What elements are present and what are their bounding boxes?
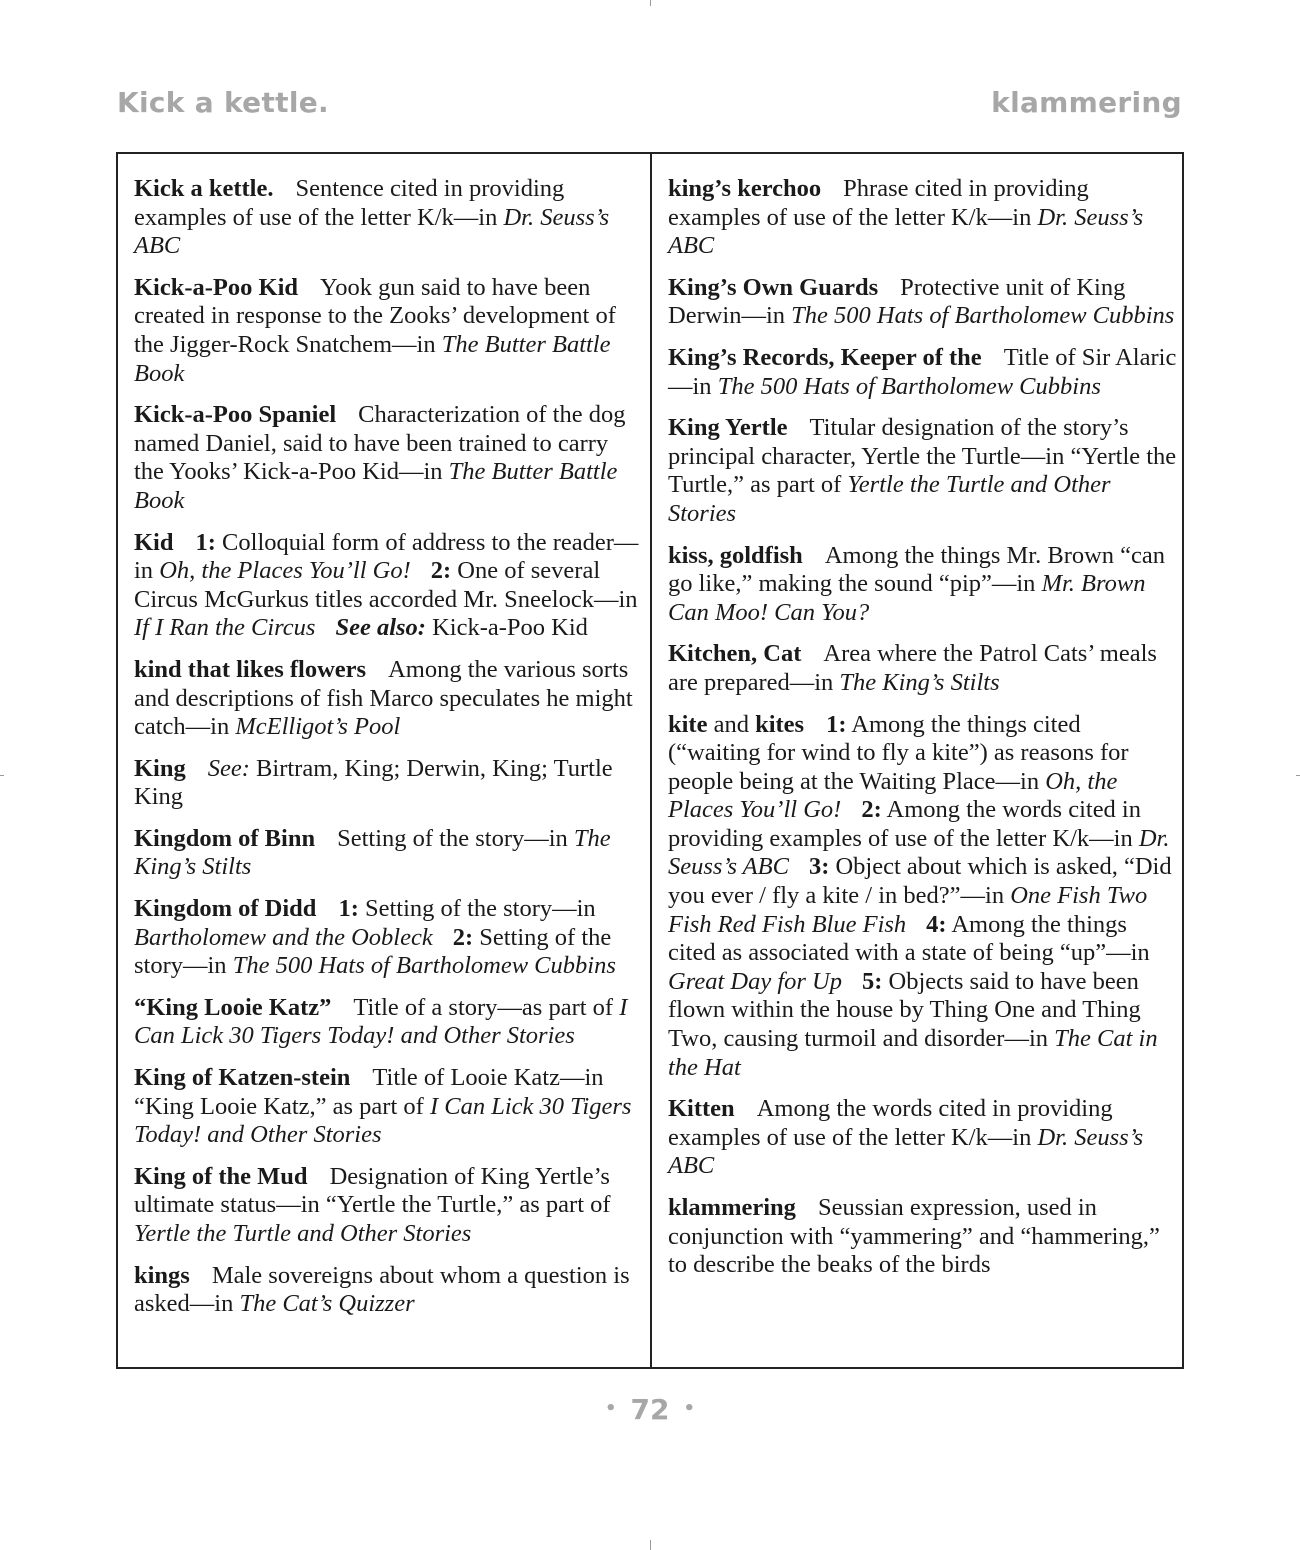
definition-text: Among the words cited in providing examples of use of the letter K/k—in <box>668 796 1141 852</box>
crop-mark-top <box>650 0 651 6</box>
work-title: Dr. Seuss’s ABC <box>668 1123 1144 1180</box>
crop-mark-bottom <box>650 1540 651 1550</box>
dictionary-entry <box>668 175 1178 261</box>
work-title: The King’s Stilts <box>134 824 611 881</box>
work-title: Yertle the Turtle and Other Stories <box>668 471 1111 527</box>
definition-text: Birtram, King; Derwin, King; Turtle King <box>134 754 613 811</box>
definition-text: Designation of King Yertle’s ultimate status—in “Yertle the Turtle,” as part of <box>134 1162 611 1219</box>
running-head-left: Kick a kettle. <box>117 86 329 119</box>
definition-text: Area where the Patrol Cats’ meals are prepared—in <box>668 640 1157 696</box>
work-title: The King’s Stilts <box>839 668 1000 696</box>
definition-text: Seussian expression, used in conjunction with “yammering” and “hammering,” to describe the beaks of the birds <box>668 1194 1160 1279</box>
running-head-right: klammering <box>991 86 1182 119</box>
entry-headword: kiss, goldfish <box>668 541 803 569</box>
work-title: If I Ran the Circus <box>134 614 316 642</box>
dictionary-entry <box>134 755 644 812</box>
work-title: Dr. Seuss’s ABC <box>668 203 1144 260</box>
work-title: Bartholomew and the Oobleck <box>134 923 433 951</box>
entry-headword: Kick-a-Poo Spaniel <box>134 401 337 429</box>
left-column <box>118 154 652 1367</box>
work-title: Yertle the Turtle and Other Stories <box>134 1220 472 1247</box>
entry-headword: kings <box>134 1261 190 1289</box>
work-title: The Cat in the Hat <box>668 1025 1158 1081</box>
work-title: I Can Lick 30 Tigers Today! and Other Stories <box>134 1092 632 1149</box>
definition-text: Titular designation of the story’s principal character, Yertle the Turtle—in “Yertle the Turtle,” as part of <box>668 414 1177 499</box>
dictionary-entry <box>668 640 1178 697</box>
entries-frame <box>116 152 1184 1369</box>
definition-text: Phrase cited in providing examples of use of the letter K/k—in <box>668 175 1089 231</box>
see-also-label: See also: <box>335 614 426 642</box>
work-title: Oh, the Places You’ll Go! <box>668 767 1118 824</box>
definition-text: Male sovereigns about whom a question is asked—in <box>134 1261 630 1318</box>
work-title: McElligot’s Pool <box>235 713 401 741</box>
folio-dot-right: • <box>683 1397 695 1419</box>
definition-text: Yook gun said to have been created in response to the Zooks’ development of the Jigger-Rock Snatchem—in <box>134 273 616 358</box>
entry-headword-secondary: kites <box>755 710 805 738</box>
dictionary-entry <box>134 274 644 388</box>
dictionary-entry <box>134 1163 644 1249</box>
sense-number: 1: <box>195 528 216 556</box>
entry-headword: Kitchen, Cat <box>668 640 802 668</box>
work-title: Dr. Seuss’s ABC <box>134 203 610 260</box>
sense-number: 3: <box>808 853 830 881</box>
definition-text: Protective unit of King Derwin—in <box>668 273 1126 330</box>
sense-number: 2: <box>861 796 882 824</box>
dictionary-entry <box>134 825 644 882</box>
work-title: Oh, the Places You’ll Go! <box>159 557 411 585</box>
definition-text: Among the things cited (“waiting for wind to fly a kite”) as reasons for people being at the Waiting Place—in <box>668 710 1129 795</box>
sense-number: 5: <box>861 967 883 995</box>
definition-text: Among the words cited in providing examples of use of the letter K/k—in <box>668 1095 1113 1151</box>
right-column <box>652 154 1182 1367</box>
dictionary-entry <box>668 1095 1178 1181</box>
dictionary-entry <box>134 1064 644 1150</box>
entry-headword: klammering <box>668 1194 796 1221</box>
entry-headword: Kitten <box>668 1095 735 1123</box>
work-title: The Cat’s Quizzer <box>239 1290 415 1318</box>
dictionary-entry <box>668 1194 1178 1280</box>
definition-text: Setting of the story—in <box>337 824 574 852</box>
definition-text: Title of Sir Alaric—in <box>668 343 1177 400</box>
headword-joiner: and <box>707 710 756 738</box>
dictionary-entry <box>134 994 644 1051</box>
sense-number: 2: <box>430 557 452 585</box>
work-title: The 500 Hats of Bartholomew Cubbins <box>232 952 616 980</box>
crop-mark-right <box>1296 775 1300 776</box>
sense-number: 1: <box>826 710 847 738</box>
sense-number: 2: <box>452 923 474 951</box>
entry-headword: King’s Own Guards <box>668 273 879 301</box>
dictionary-entry <box>668 542 1178 628</box>
work-title: The 500 Hats of Bartholomew Cubbins <box>791 302 1175 330</box>
dictionary-entry <box>134 529 644 643</box>
work-title: Great Day for Up <box>668 967 842 995</box>
dictionary-entry <box>134 1262 644 1319</box>
dictionary-entry <box>668 711 1178 1083</box>
work-title: The 500 Hats of Bartholomew Cubbins <box>717 372 1101 400</box>
definition-text: Colloquial form of address to the reader—in <box>134 528 639 585</box>
entry-headword: King <box>134 754 186 782</box>
entry-headword: “King Looie Katz” <box>134 993 332 1021</box>
page-footer <box>0 1393 1300 1426</box>
entry-headword: Kid <box>134 528 174 556</box>
entry-headword: kite <box>668 710 708 738</box>
definition-text: Object about which is asked, “Did you ever / fly a kite / in bed?”—in <box>668 853 1172 910</box>
definition-text: One of several Circus McGurkus titles accorded Mr. Sneelock—in <box>134 557 638 613</box>
crop-mark-left <box>0 775 4 776</box>
work-title: One Fish Two Fish Red Fish Blue Fish <box>668 882 1148 938</box>
definition-text: Characterization of the dog named Daniel, said to have been trained to carry the Yooks’ Kick-a-Poo Kid—in <box>134 401 626 486</box>
entry-headword: Kingdom of Binn <box>134 824 316 852</box>
definition-text: Among the things cited as associated with a state of being “up”—in <box>668 910 1150 967</box>
dictionary-entry <box>668 414 1178 528</box>
work-title: I Can Lick 30 Tigers Today! and Other Stories <box>134 993 628 1050</box>
definition-text: Setting of the story—in <box>358 895 596 923</box>
sense-number: 4: <box>926 910 947 938</box>
definition-text: Title of a story—as part of <box>353 993 620 1021</box>
folio-dot-left: • <box>605 1397 617 1419</box>
definition-text: Objects said to have been flown within the house by Thing One and Thing Two, causing turmoil and disorder—in <box>668 967 1141 1053</box>
sense-number: 1: <box>338 895 359 923</box>
definition-text: Kick-a-Poo Kid <box>425 614 588 642</box>
page-number: 72 <box>630 1393 670 1426</box>
entry-headword: king’s kerchoo <box>668 175 822 202</box>
entry-headword: King’s Records, Keeper of the <box>668 343 982 371</box>
dictionary-entry <box>668 274 1178 331</box>
definition-text: Among the things Mr. Brown “can go like,” making the sound “pip”—in <box>668 541 1166 598</box>
dictionary-entry <box>668 344 1178 401</box>
dictionary-entry <box>134 656 644 742</box>
entry-headword: Kick-a-Poo Kid <box>134 273 299 301</box>
entry-headword: King of the Mud <box>134 1162 308 1190</box>
work-title: Dr. Seuss’s ABC <box>668 824 1170 881</box>
definition-text: Sentence cited in providing examples of use of the letter K/k—in <box>134 175 565 231</box>
work-title: The Butter Battle Book <box>134 458 618 514</box>
work-title: See: <box>207 754 250 782</box>
entry-headword: King Yertle <box>668 414 788 442</box>
entry-headword: Kick a kettle. <box>134 175 274 202</box>
definition-text: Among the various sorts and descriptions of fish Marco speculates he might catch—in <box>134 655 633 741</box>
entry-headword: Kingdom of Didd <box>134 895 317 923</box>
definition-text: Title of Looie Katz—in “King Looie Katz,” as part of <box>134 1064 604 1120</box>
dictionary-entry <box>134 175 644 261</box>
dictionary-entry <box>134 401 644 515</box>
dictionary-entry <box>134 895 644 981</box>
work-title: Mr. Brown Can Moo! Can You? <box>668 570 1146 626</box>
entry-headword: kind that likes flowers <box>134 655 367 683</box>
definition-text: Setting of the story—in <box>134 923 612 980</box>
work-title: The Butter Battle Book <box>134 330 611 387</box>
entry-headword: King of Katzen-stein <box>134 1064 351 1092</box>
